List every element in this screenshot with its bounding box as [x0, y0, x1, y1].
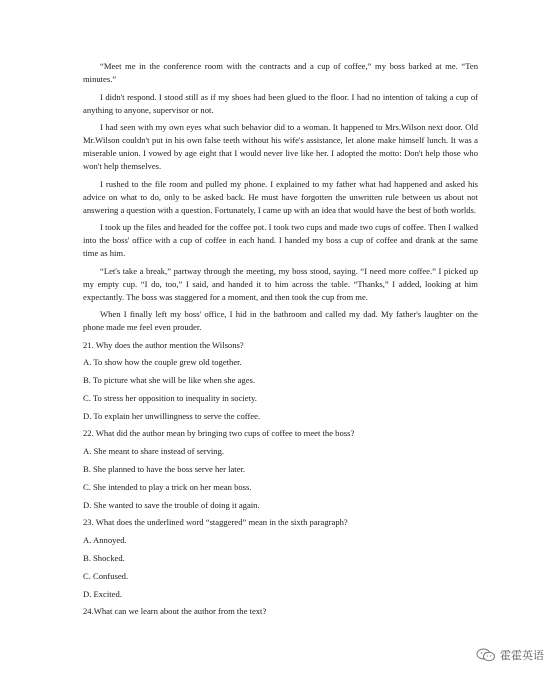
document-page [83, 60, 478, 623]
question-stem: 23. What does the underlined word “staggered” mean in the sixth paragraph? [83, 517, 348, 528]
answer-option: C. She intended to play a trick on her mean boss. [83, 481, 252, 492]
passage-paragraph: I didn't respond. I stood still as if my shoes had been glued to the floor. I had no intention of taking a cup of anything to anyone, supervisor or not. [83, 91, 478, 115]
question-list [83, 339, 478, 619]
passage-paragraph: I rushed to the file room and pulled my phone. I explained to my father what had happened and asked his advice on what to do, only to be asked back. He must have forgotten the unwritten rule between us about not answering a question with a question. Fortunately, I came up with an idea that would have the best of both worlds. [83, 178, 478, 215]
passage-paragraph: “Let's take a break,” partway through the meeting, my boss stood, saying. “I need more coffee.” I picked up my empty cup. “I do, too,” I said, and handed it to him across the table. “Thanks,” I added, looking at him expectantly. The boss was staggered for a moment, and then took the cup from me. [83, 265, 478, 302]
passage-paragraph: When I finally left my boss' office, I hid in the bathroom and called my dad. My father's laughter on the phone made me feel even prouder. [83, 309, 478, 332]
reading-passage [83, 60, 478, 334]
answer-option: B. To picture what she will be like when she ages. [83, 375, 256, 386]
passage-paragraph: I had seen with my own eyes what such behavior did to a woman. It happened to Mrs.Wilson next door. Old Mr.Wilson couldn't put in his own false teeth without his wife's assistance, let alone make himself lunch. It was a miserable union. I vowed by age eight that I would never live like her. I adopted the motto: Don't help those who won't help themselves. [83, 122, 478, 171]
question-block [83, 516, 478, 600]
passage-paragraph: I took up the files and headed for the coffee pot. I took two cups and made two cups of coffee. Then I walked into the boss' office with a cup of coffee in each hand. I handed my boss a cup of coffee and drank at the same time as him. [83, 222, 478, 258]
wechat-icon [476, 648, 496, 662]
question-block [83, 605, 478, 618]
answer-option: A. To show how the couple grew old together. [83, 357, 242, 368]
watermark-label: 霍霍英语 [500, 649, 544, 662]
question-stem: 21. Why does the author mention the Wilsons? [83, 339, 244, 350]
answer-option: D. Excited. [83, 588, 122, 599]
answer-option: D. She wanted to save the trouble of doing it again. [83, 499, 260, 510]
answer-option: D. To explain her unwillingness to serve the coffee. [83, 410, 261, 421]
question-block [83, 427, 478, 511]
question-stem: 24.What can we learn about the author from the text? [83, 606, 267, 617]
answer-option: B. Shocked. [83, 553, 125, 564]
answer-option: A. She meant to share instead of serving. [83, 446, 225, 457]
question-stem: 22. What did the author mean by bringing two cups of coffee to meet the boss? [83, 428, 355, 439]
question-block [83, 339, 478, 423]
answer-option: C. To stress her opposition to inequality in society. [83, 392, 257, 403]
passage-paragraph: “Meet me in the conference room with the contracts and a cup of coffee,” my boss barked at me. “Ten minutes.” [83, 61, 478, 84]
watermark [476, 647, 544, 663]
answer-option: C. Confused. [83, 570, 129, 581]
answer-option: B. She planned to have the boss serve her later. [83, 464, 246, 475]
answer-option: A. Annoyed. [83, 535, 127, 546]
